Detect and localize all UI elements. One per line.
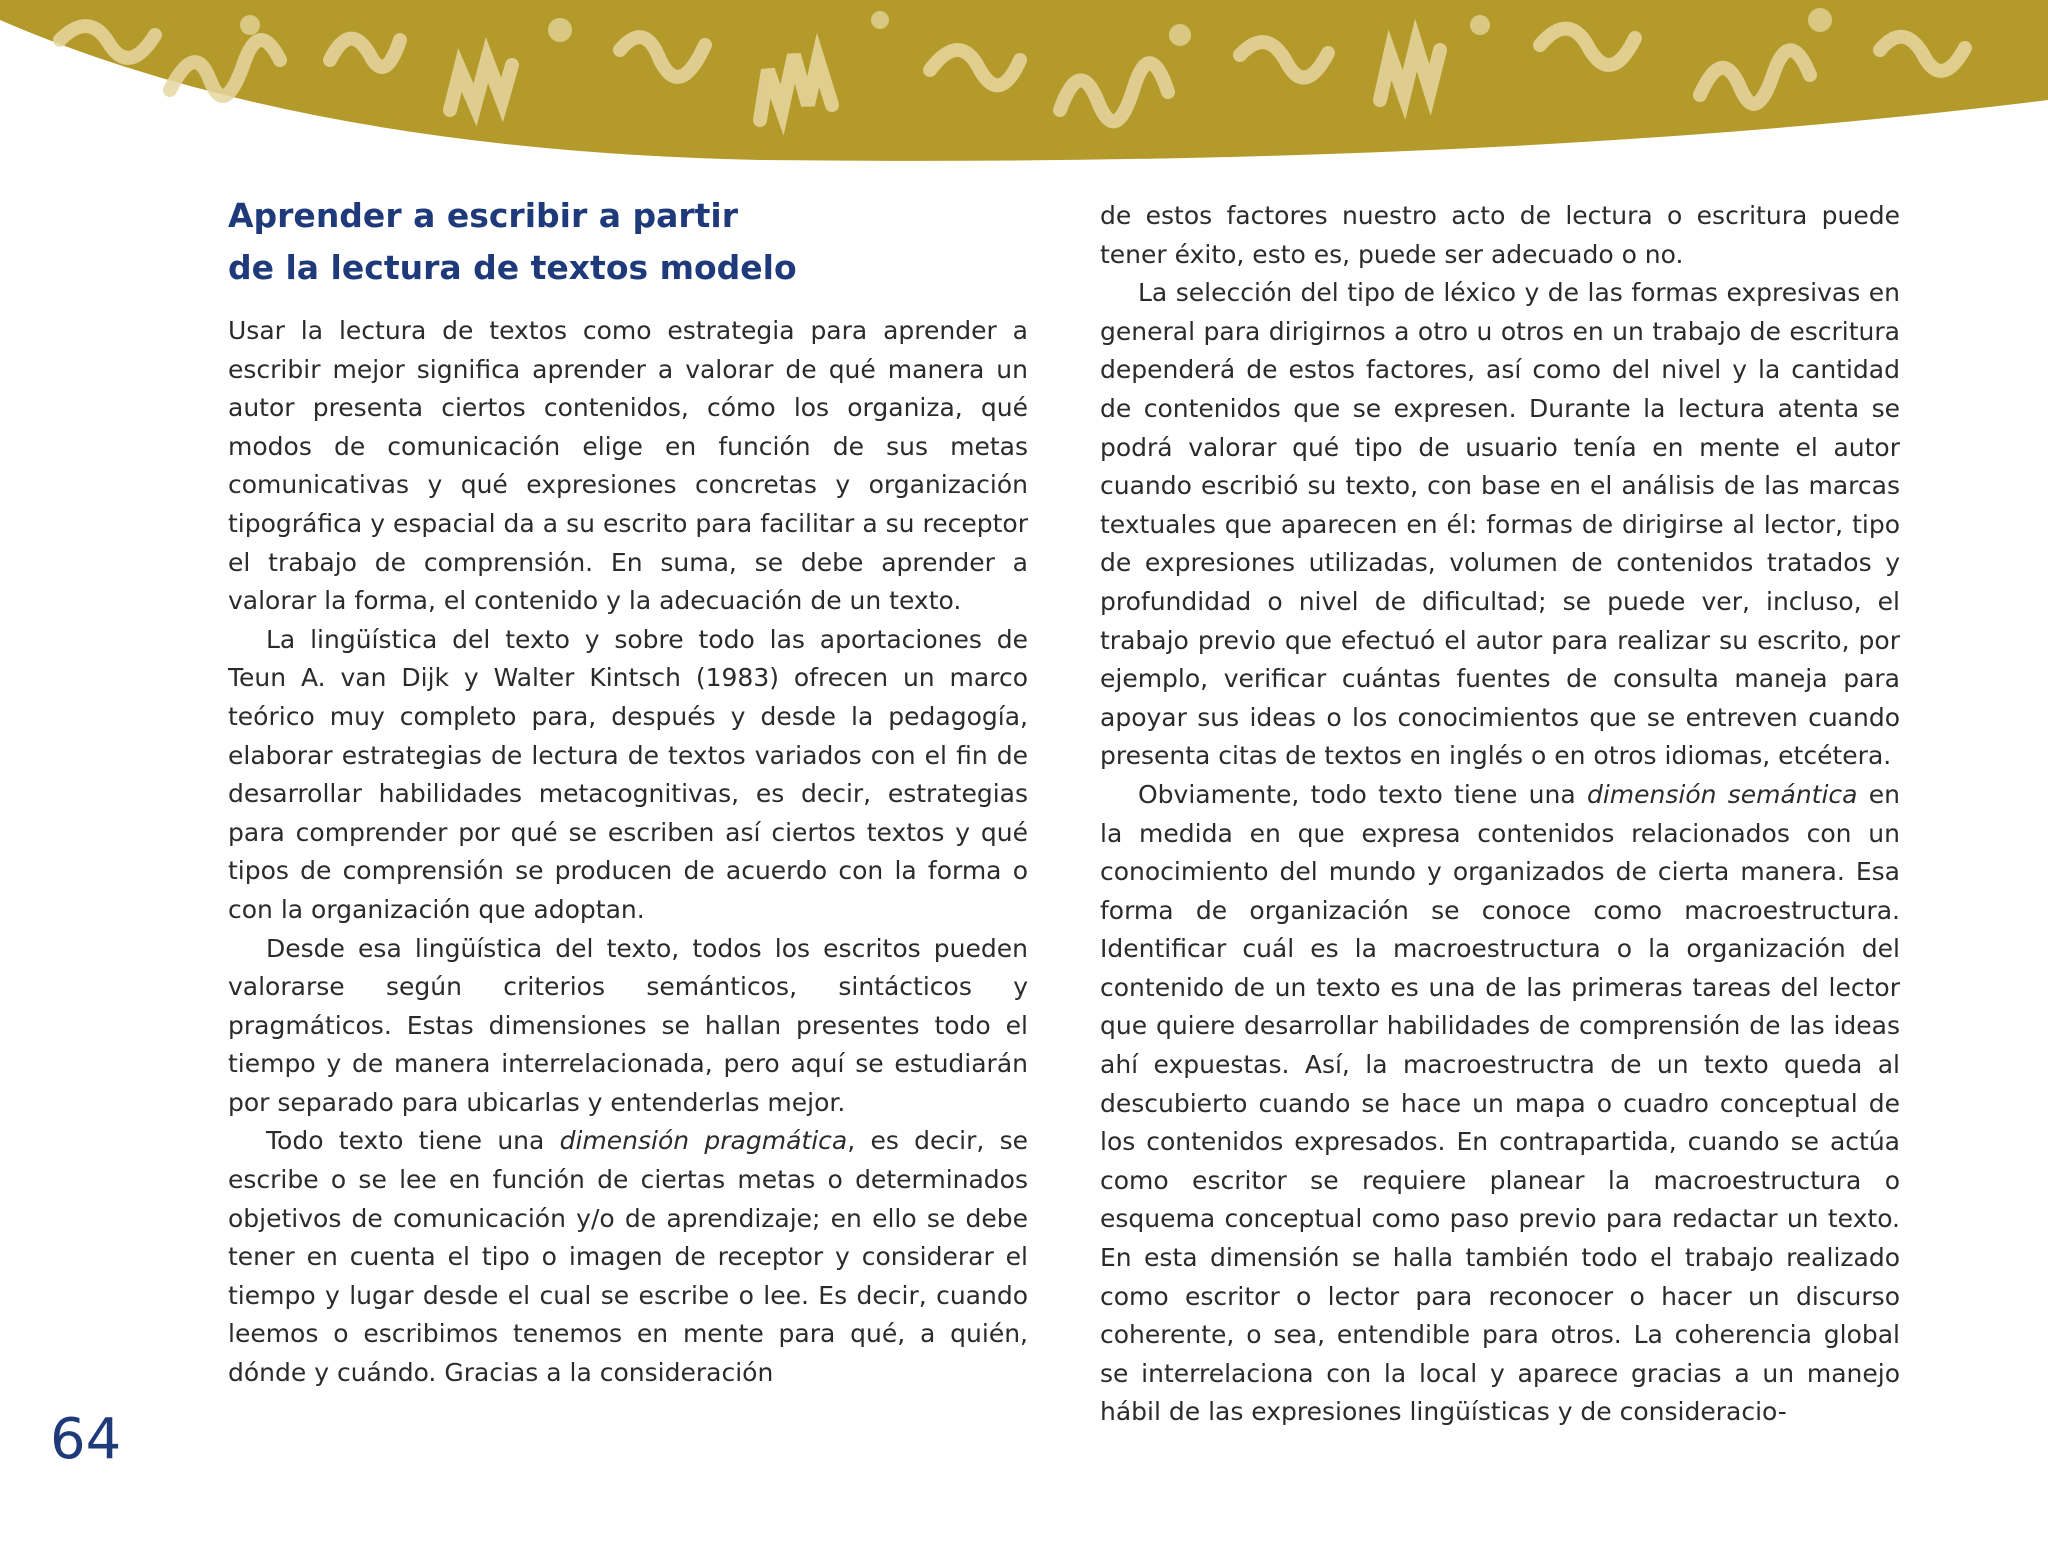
banner-pattern-graphic [0, 0, 2048, 170]
paragraph-text: Todo texto tiene una [266, 1126, 560, 1156]
paragraph-text: en la medida en que expresa contenidos relacionados con un conocimiento del mundo y organizados de cierta manera. Esa forma de organización se conoce como macroestructura. Identificar cuál es la macroestructura o la organización del contenido de un texto es una de las primeras tareas del lector que quiere desarrollar habilidades de comprensión de las ideas ahí expuestas. Así, la macroestructra de un texto queda al descubierto cuando se hace un mapa o cuadro conceptual de los contenidos expresados. En contrapartida, cuando se actúa como escritor se requiere planear la macroestructura o esquema conceptual como paso previo para redactar un texto. En esta dimensión se halla también todo el trabajo realizado como escritor o lector para reconocer o hacer un discurso coherente, o sea, entendible para otros. La coherencia global se interrelaciona con la local y aparece gracias a un manejo hábil de las expresiones lingüísticas y de consideracio- [1100, 779, 1901, 1427]
paragraph-text: , es decir, se escribe o se lee en función de ciertas metas o determinados objetivos de comunicación y/o de aprendizaje; en ello se debe tener en cuenta el tipo o imagen de receptor y considerar el tiempo y lugar desde el cual se escribe o lee. Es decir, cuando leemos o escribimos tenemos en mente para qué, a quién, dónde y cuándo. Gracias a la consideración [228, 1126, 1028, 1388]
body-paragraph-semantic [1100, 776, 1900, 1432]
section-title [228, 190, 1028, 294]
emphasized-term: dimensión semántica [1586, 779, 1858, 809]
right-text-column [1100, 197, 1900, 1432]
body-paragraph: La selección del tipo de léxico y de las formas expresivas en general para dirigirnos a otro u otros en un trabajo de escritura dependerá de estos factores, así como del nivel y la cantidad de contenidos que se expresen. Durante la lectura atenta se podrá valorar qué tipo de usuario tenía en mente el autor cuando escribió su texto, con base en el análisis de las marcas textuales que aparecen en él: formas de dirigirse al lector, tipo de expresiones utilizadas, volumen de contenidos tratados y profundidad o nivel de dificultad; se puede ver, incluso, el trabajo previo que efectuó el autor para realizar su escrito, por ejemplo, verificar cuántas fuentes de consulta maneja para apoyar sus ideas o los conocimientos que se entreven cuando presenta citas de textos en inglés o en otros idiomas, etcétera. [1100, 278, 1900, 771]
body-paragraph-pragmatic [228, 1122, 1028, 1392]
section-title-line-2: de la lectura de textos modelo [228, 248, 797, 287]
body-paragraph: Desde esa lingüística del texto, todos los escritos pueden valorarse según criterios semánticos, sintácticos y pragmáticos. Estas dimensiones se hallan presentes todo el tiempo y de manera interrelacionada, pero aquí se estudiarán por separado para ubicarlas y entenderlas mejor. [228, 933, 1028, 1117]
emphasized-term: dimensión pragmática [559, 1126, 848, 1156]
paragraph-text: Obviamente, todo texto tiene una [1138, 779, 1587, 809]
page-number: 64 [50, 1407, 122, 1472]
decorative-header-banner [0, 0, 2048, 170]
body-paragraph-continued: de estos factores nuestro acto de lectura o escritura puede tener éxito, esto es, puede ser adecuado o no. [1100, 201, 1900, 269]
section-title-line-1: Aprender a escribir a partir [228, 196, 738, 235]
body-paragraph: La lingüística del texto y sobre todo las aportaciones de Teun A. van Dijk y Walter Kintsch (1983) ofrecen un marco teórico muy completo para, después y desde la pedagogía, elaborar estrategias de lectura de textos variados con el fin de desarrollar habilidades metacognitivas, es decir, estrategias para comprender por qué se escriben así ciertos textos y qué tipos de comprensión se producen de acuerdo con la forma o con la organización que adoptan. [228, 624, 1028, 924]
left-text-column [228, 190, 1028, 1393]
body-paragraph: Usar la lectura de textos como estrategia para aprender a escribir mejor significa aprender a valorar de qué manera un autor presenta ciertos contenidos, cómo los organiza, qué modos de comunicación elige en función de sus metas comunicativas y qué expresiones concretas y organización tipográfica y espacial da a su escrito para facilitar a su receptor el trabajo de comprensión. En suma, se debe aprender a valorar la forma, el contenido y la adecuación de un texto. [228, 316, 1028, 616]
